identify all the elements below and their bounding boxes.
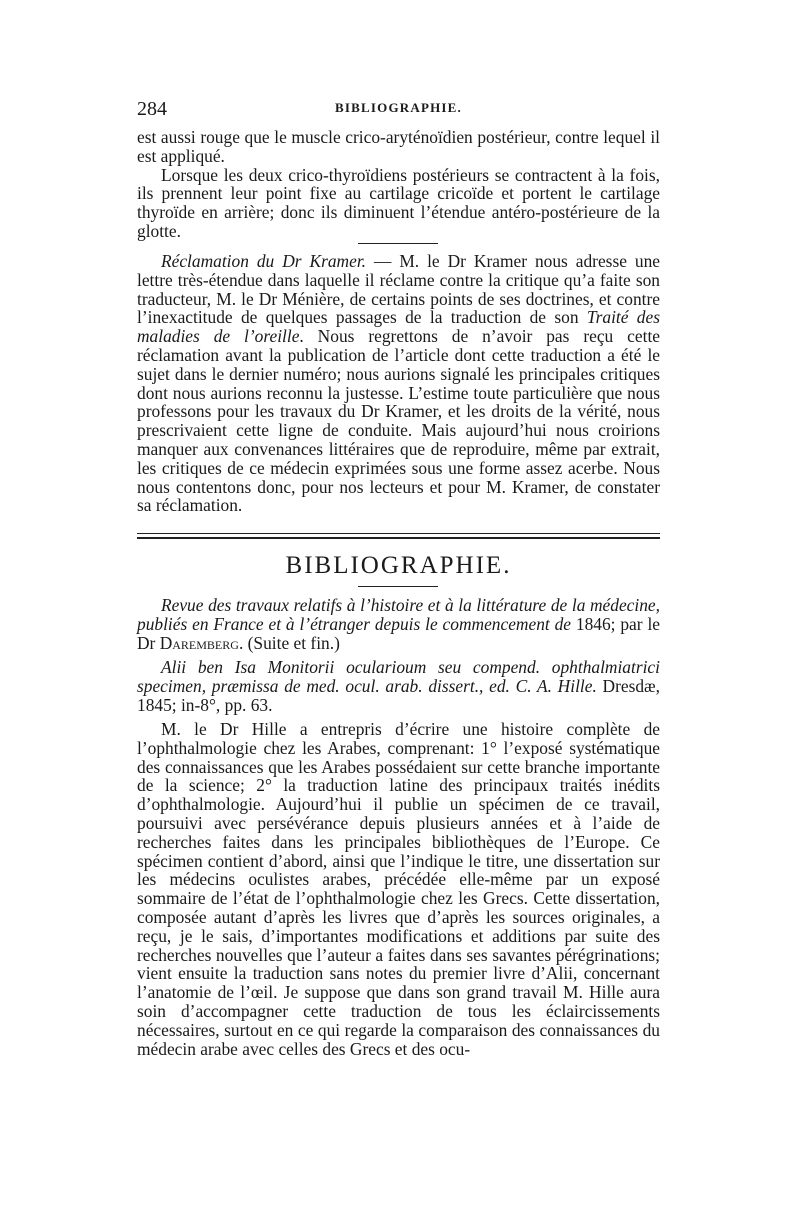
entry-title: Alii ben Isa Monitorii ocularioum seu compend. ophthalmiatrici specimen, præmissa de med. ocul. arab. dissert., ed. C. A. Hille. <box>137 657 660 696</box>
entry-author: Daremberg <box>159 632 239 653</box>
entry-title: Revue des travaux relatifs à l’histoire et à la littérature de la médecine, publiés en France et à l’étranger depuis le commencement de <box>137 595 660 634</box>
paragraph: M. le Dr Hille a entrepris d’écrire une histoire complète de l’ophthalmologie chez les Arabes, comprenant: 1° l’exposé systématique des connaissances que les Arabes possédaient sur cette branche importante de la science; 2° la traduction latine des principaux traités inédits d’ophthalmologie. Aujourd’hui il publie un spécimen de ce travail, poursuivi avec persévérance depuis plusieurs années et à l’aide de recherches faites dans les principales bibliothèques de l’Europe. Ce spécimen contient d’abord, ainsi que l’indique le titre, une dissertation sur les médecins oculistes arabes, précédée elle-même par un exposé sommaire de l’état de l’ophthalmologie chez les Grecs. Cette dissertation, composée autant d’après les livres que d’après les sources originales, a reçu, je le sais, d’importantes modifications et additions par suite des recherches nouvelles que l’auteur a faites dans ses savantes pérégrinations; vient ensuite la traduction sans notes du premier livre d’Alii, concernant l’anatomie de l’œil. Je suppose que dans son grand travail M. Hille aura soin d’accompagner cette traduction de tous les éclaircissements nécessaires, surtout en ce qui regarde la comparaison des connaissances du médecin arabe avec celles des Grecs et des ocu- <box>137 719 660 1059</box>
bibliography-entry-revue: Revue des travaux relatifs à l’histoire et à la littérature de la médecine, publiés en France et à l’étranger depuis le commencement de 1846; par le Dr Daremberg. (Suite et fin.) <box>137 595 660 653</box>
bibliography-entry-alii <box>137 658 660 714</box>
entry-imprint: Dresdæ, 1845; in-8°, pp. 63. <box>137 675 661 715</box>
book-title: Traité des maladies de l’oreille <box>137 307 660 347</box>
paragraph: Réclamation du Dr Kramer. — M. le Dr Kramer nous adresse une lettre très-étendue dans laquelle il réclame contre la critique qu’a faite son traducteur, M. le Dr Ménière, de certains points de ses doctrines, et contre l’inexactitude de quelques passages de la traduction de son Traité des maladies de l’oreille. Nous regrettons de n’avoir pas reçu cette réclamation avant la publication de l’article dont cette traduction a été le sujet dans le dernier numéro; nous aurions signalé les principales critiques dont nous aurions reconnu la justesse. L’estime toute particulière que nous professons pour les travaux du Dr Kramer, et les droits de la vérité, nous prescrivaient cette ligne de conduite. Mais aujourd’hui nous croirions manquer aux convenances littéraires que de reproduire, même par extrait, les critiques de ce médecin exprimées sous une forme assez acerbe. Nous nous contentons donc, pour nos lecteurs et pour M. Kramer, de constater sa réclamation. <box>137 251 660 516</box>
reclamation-note <box>137 252 660 515</box>
page-header <box>137 98 660 124</box>
note-title: Réclamation du Dr Kramer. <box>161 251 367 271</box>
separator-rule <box>358 586 438 587</box>
section-title: BIBLIOGRAPHIE. <box>285 552 512 579</box>
review-body <box>137 720 660 1058</box>
page-number: 284 <box>137 98 167 120</box>
paragraph: Lorsque les deux crico-thyroïdiens postérieurs se contractent à la fois, ils prennent leur point fixe au cartilage cricoïde et portent le cartilage thyroïde en arrière; donc ils diminuent l’étendue antéro-postérieure de la glotte. <box>137 164 660 241</box>
paragraph: est aussi rouge que le muscle crico-aryténoïdien postérieur, contre lequel il est appliqué. <box>137 127 660 166</box>
section-divider <box>137 533 660 539</box>
separator-rule <box>358 243 438 244</box>
running-head: BIBLIOGRAPHIE. <box>335 100 462 115</box>
continued-text <box>137 128 660 241</box>
